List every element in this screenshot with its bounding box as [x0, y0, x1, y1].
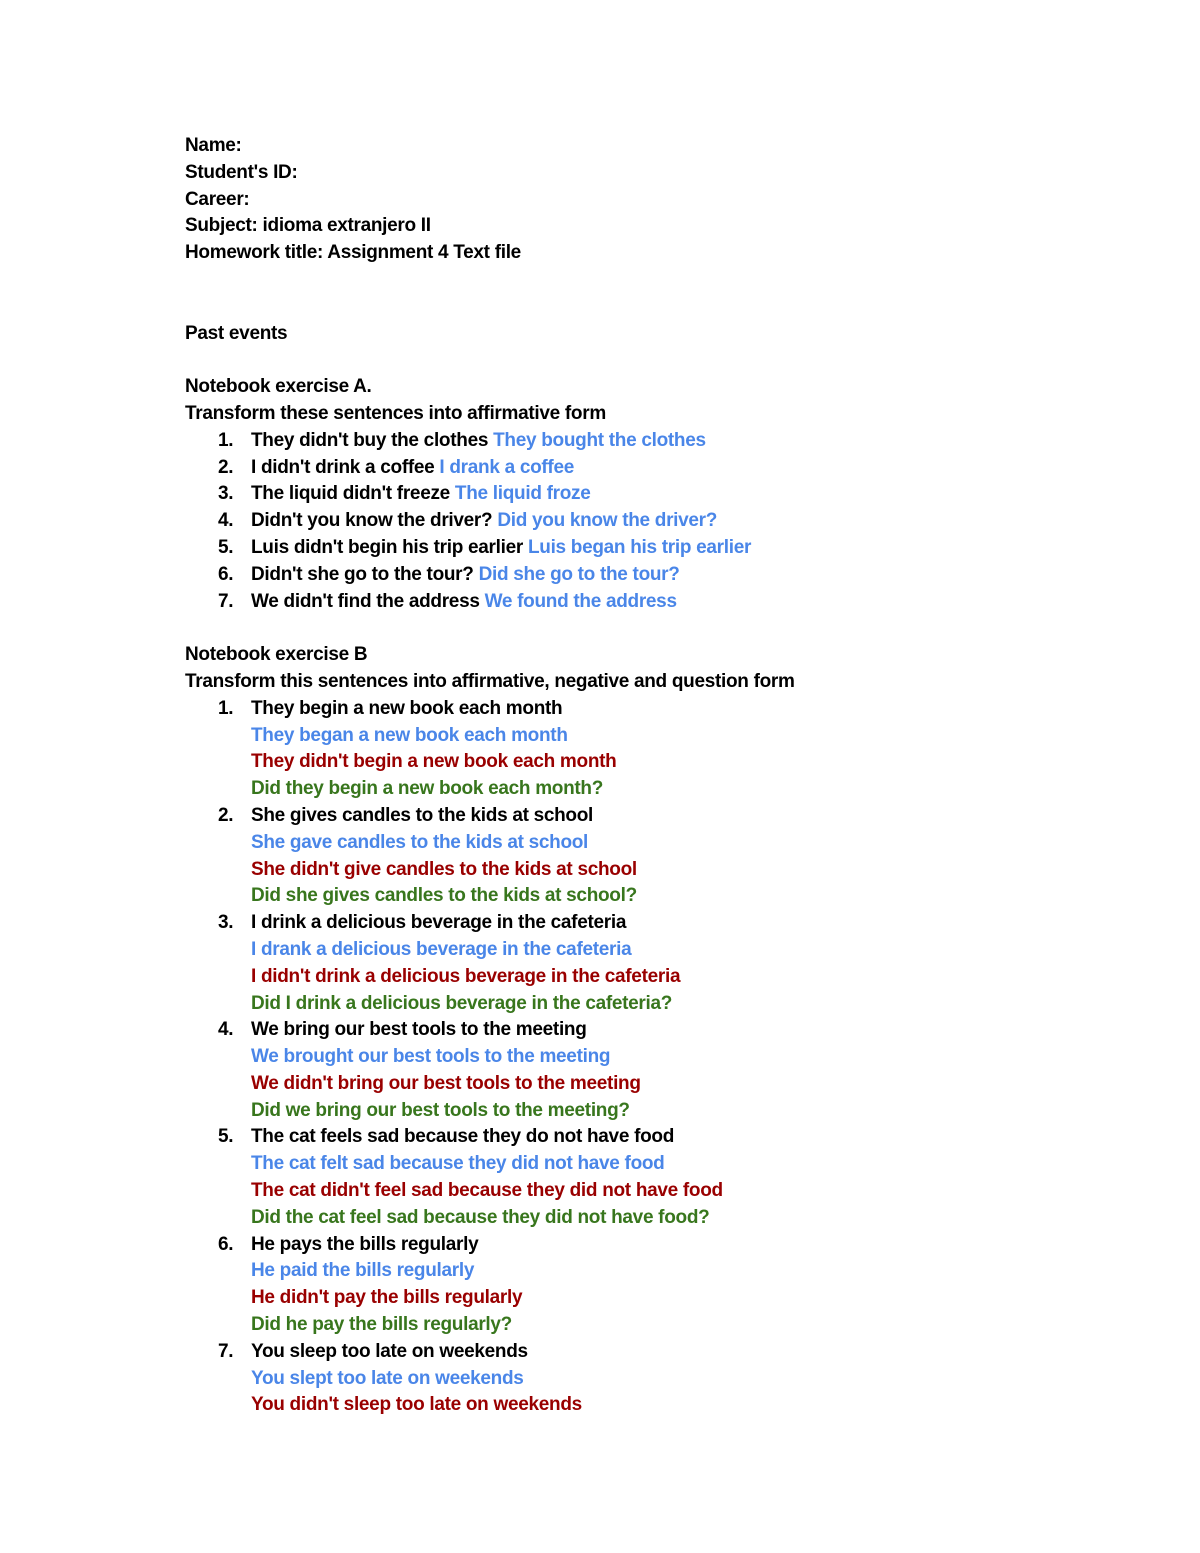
prompt-text: The cat feels sad because they do not have food: [251, 1126, 675, 1148]
document-page: [185, 133, 1165, 1419]
negative-answer: They didn't begin a new book each month: [251, 751, 617, 773]
question-text: I didn't drink a coffee: [251, 456, 435, 478]
list-item: [185, 1339, 1165, 1419]
question-answer: Did she gives candles to the kids at school?: [251, 885, 637, 907]
list-number: 6.: [218, 563, 234, 585]
negative-answer: She didn't give candles to the kids at school: [251, 858, 637, 880]
header-block: [185, 133, 1165, 267]
exercise-a-title: Notebook exercise A.: [185, 376, 372, 398]
answer-text: The liquid froze: [454, 483, 591, 505]
list-item: [185, 1232, 1165, 1339]
list-number: 2.: [218, 456, 234, 478]
question-text: Didn't she go to the tour?: [251, 563, 474, 585]
section-title: Past events: [185, 322, 288, 344]
question-answer: Did they begin a new book each month?: [251, 778, 604, 800]
student-id-field: Student's ID:: [185, 161, 298, 183]
exercise-a-list: [185, 428, 1165, 616]
question-text: We didn't find the address: [251, 590, 480, 612]
prompt-text: You sleep too late on weekends: [251, 1340, 528, 1362]
list-item: [185, 1124, 1165, 1231]
answer-text: We found the address: [484, 590, 677, 612]
list-item: [185, 481, 1165, 508]
exercise-a-instruction: Transform these sentences into affirmative form: [185, 402, 606, 424]
question-answer: Did I drink a delicious beverage in the cafeteria?: [251, 992, 673, 1014]
exercise-b-list: [185, 696, 1165, 1420]
list-number: 7.: [218, 590, 234, 612]
list-number: 7.: [218, 1340, 234, 1362]
list-number: 1.: [218, 429, 234, 451]
answer-text: Luis began his trip earlier: [527, 536, 752, 558]
prompt-text: I drink a delicious beverage in the cafeteria: [251, 912, 627, 934]
list-number: 3.: [218, 912, 234, 934]
negative-answer: The cat didn't feel sad because they did not have food: [251, 1180, 723, 1202]
question-answer: Did he pay the bills regularly?: [251, 1314, 512, 1336]
list-item: [185, 562, 1165, 589]
list-item: [185, 696, 1165, 803]
list-number: 5.: [218, 1126, 234, 1148]
list-number: 6.: [218, 1233, 234, 1255]
question-text: They didn't buy the clothes: [251, 429, 489, 451]
list-item: [185, 1017, 1165, 1124]
answer-text: I drank a coffee: [439, 456, 574, 478]
prompt-text: We bring our best tools to the meeting: [251, 1019, 587, 1041]
negative-answer: You didn't sleep too late on weekends: [251, 1394, 582, 1416]
career-field: Career:: [185, 188, 250, 210]
affirmative-answer: She gave candles to the kids at school: [251, 831, 589, 853]
question-text: The liquid didn't freeze: [251, 483, 450, 505]
list-number: 5.: [218, 536, 234, 558]
prompt-text: She gives candles to the kids at school: [251, 804, 594, 826]
list-number: 1.: [218, 697, 234, 719]
affirmative-answer: I drank a delicious beverage in the cafeteria: [251, 938, 632, 960]
exercise-b-instruction: Transform this sentences into affirmative, negative and question form: [185, 670, 795, 692]
prompt-text: He pays the bills regularly: [251, 1233, 479, 1255]
affirmative-answer: They began a new book each month: [251, 724, 568, 746]
subject-field: Subject: idioma extranjero II: [185, 215, 431, 237]
name-field: Name:: [185, 135, 242, 156]
list-number: 3.: [218, 483, 234, 505]
answer-text: They bought the clothes: [493, 429, 706, 451]
negative-answer: I didn't drink a delicious beverage in the cafeteria: [251, 965, 681, 987]
list-item: [185, 455, 1165, 482]
list-item: [185, 803, 1165, 910]
affirmative-answer: He paid the bills regularly: [251, 1260, 475, 1282]
question-answer: Did we bring our best tools to the meeting?: [251, 1099, 630, 1121]
list-item: [185, 589, 1165, 616]
list-item: [185, 910, 1165, 1017]
list-item: [185, 508, 1165, 535]
exercise-a: [185, 374, 1165, 615]
question-text: Luis didn't begin his trip earlier: [251, 536, 523, 558]
affirmative-answer: You slept too late on weekends: [251, 1367, 524, 1389]
list-item: [185, 535, 1165, 562]
exercise-b: [185, 642, 1165, 1419]
affirmative-answer: The cat felt sad because they did not have food: [251, 1153, 665, 1175]
affirmative-answer: We brought our best tools to the meeting: [251, 1046, 611, 1068]
answer-text: Did you know the driver?: [497, 510, 718, 532]
prompt-text: They begin a new book each month: [251, 697, 563, 719]
list-item: [185, 428, 1165, 455]
negative-answer: We didn't bring our best tools to the meeting: [251, 1072, 641, 1094]
exercise-b-title: Notebook exercise B: [185, 644, 368, 666]
question-answer: Did the cat feel sad because they did not have food?: [251, 1206, 710, 1228]
list-number: 4.: [218, 510, 234, 532]
question-text: Didn't you know the driver?: [251, 510, 493, 532]
list-number: 2.: [218, 804, 234, 826]
homework-title-field: Homework title: Assignment 4 Text file: [185, 242, 521, 264]
list-number: 4.: [218, 1019, 234, 1041]
answer-text: Did she go to the tour?: [478, 563, 680, 585]
negative-answer: He didn't pay the bills regularly: [251, 1287, 523, 1309]
